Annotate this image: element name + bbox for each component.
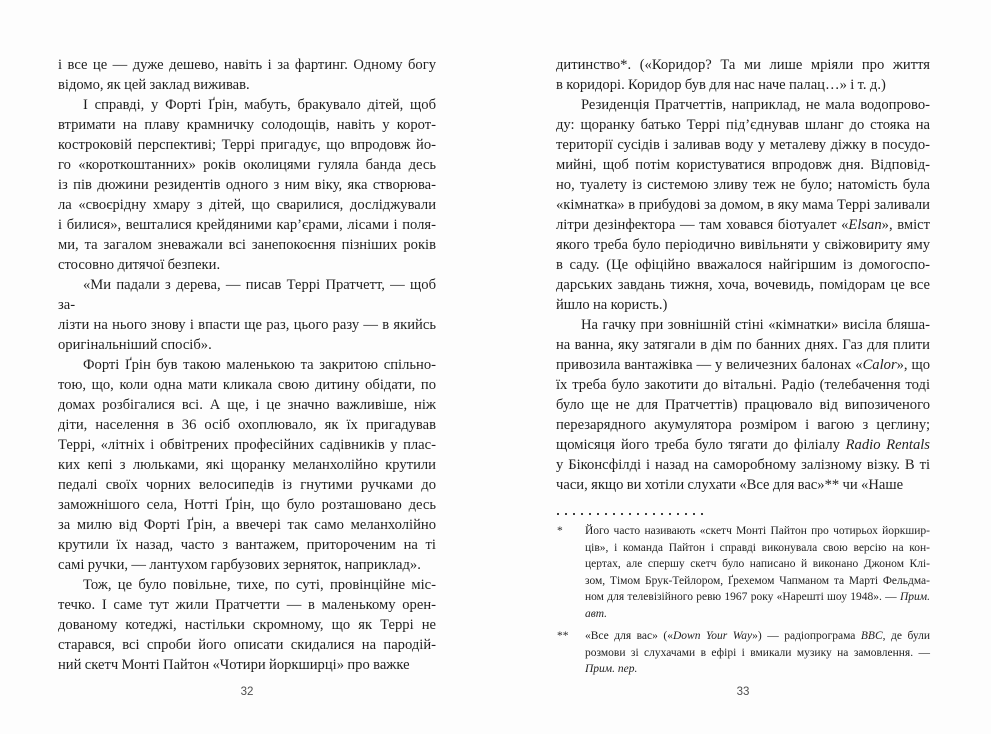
footnote-separator [557,513,703,515]
text-line: діти, населення в 36 осіб охоплювало, як їх пригадував [58,417,436,433]
text-line: Резиденція Пратчеттів, наприклад, не мала водопрово- [581,97,930,113]
text-line: самі ручки, — лантухом гарбузових зерняток, наприклад». [58,557,421,573]
text-line: домах розбігалися всі. А ще, і це значно важливіше, ніж [58,397,436,413]
paragraph [556,55,930,95]
page-left [58,0,436,734]
text-line: за милю від Форті Ґрін, а ввечері так само меланхолійно [58,517,436,533]
paragraph [58,95,436,275]
text-line: якого треба було періодично вивільняти у свіжовириту яму [556,237,930,253]
text-line: було ще не для Пратчеттів) працювало від випозиченого [556,397,930,413]
text-line: Форті Ґрін був такою маленькою та закритою спільно- [83,357,436,373]
text-line: На гачку при зовнішній стіні «кімнатки» висіла бляша- [581,317,930,333]
text-line: заможнішого села, Нотті Ґрін, що було розташовано десь [58,497,436,513]
text-line: відомо, як цей заклад виживав. [58,77,250,93]
text-line: крутили їх назад, часто з вантажем, притороченим на ті [58,537,436,553]
footnote-line: розмови зі слухачами в ефірі і вмикали музику на замовлення. — [585,646,930,659]
paragraph [556,315,930,495]
text-line: течко. І саме тут жили Пратчетти — в маленькому орен- [58,597,436,613]
text-line: «кімнатка» в прибудові за домом, в яку мама Террі заливали [556,197,930,213]
footnote-text [585,628,930,678]
text-line: Тож, це було повільне, тихе, по суті, провінційне міс- [83,577,436,593]
paragraph [58,275,436,355]
text-line: тою, що, коли одна мати кликала свою дитину обідати, по [58,377,436,393]
text-line: їх треба було закотити до вітальні. Радіо (телебачення тоді [556,377,930,393]
text-line: привозила вантажівка — у величезних балонах «Calor», що [556,357,931,373]
paragraph [58,55,436,95]
text-line: костроковій перспективі; Террі пригадує, що впродовж йо- [58,137,436,153]
italic-text: авт. [585,607,608,620]
text-line: стосовно дитячої безпеки. [58,257,221,273]
footnote-line [585,606,930,623]
footnote-marker: * [557,525,563,537]
text-line: із пів дюжини резидентів одного з ним віку, яка створюва- [58,177,436,193]
text-line: в саду. (Це офіційно вважалося найгіршим із домогоспо- [556,257,930,273]
text-line: лізти на нього знову і впасти ще раз, цього разу — в якийсь [58,317,436,333]
footnote-text [585,523,930,622]
text-line: дарських завдань тижня, хоча, вочевидь, помідорам це все [556,277,930,293]
footnote-line: Його часто називають «скетч Монті Пайтон про чотирьох йоркшир- [585,525,930,537]
text-line: дованому котеджі, настільки скромному, що як Террі не [58,617,436,633]
text-line: і билися», вешталися крейдяними кар’єрами, лісами і поля- [58,217,436,233]
italic-text: Radio Rentals [845,437,930,453]
italic-text: Calor [862,357,897,373]
text-line: ний скетч Монті Пайтон «Чотири йоркширці» про важке [58,657,410,673]
italic-text: Прим. [899,591,930,603]
text-line: го «короткоштанних» років околицями гуляла банда десь [58,157,436,173]
footnote-line: зом, Тімом Брук-Тейлором, Ґрехемом Чапманом та Марті Фельдма- [585,574,930,587]
text-line: і все це — дуже дешево, навіть і за фартинг. Одному богу [58,57,436,73]
text-line: ких кепі з люльками, які щоранку меланхолійно крутили [58,457,436,473]
text-line: ми, та загалом зневажали всі занепокоєння пізніших років [58,237,436,253]
footnote [556,628,930,678]
text-line: втримати на плаву крамничку солодощів, навіть у корот- [58,117,436,133]
text-line: дитинство*. («Коридор? Та ми лише мріяли про життя [556,57,930,73]
text-line: старався, всі спроби його описати скидалися на пародій- [58,637,436,653]
italic-text: Elsan [848,217,882,233]
text-line: но, туалету із системою зливу теж не було; натомість була [556,177,930,193]
page-number-left: 32 [240,686,254,698]
paragraph [556,95,930,315]
footnote [556,523,930,622]
text-line: мийні, щоб потім користуватися впродовж дня. Відповід- [556,157,930,173]
italic-text: Down Your Way [672,630,753,642]
paragraph [58,355,436,575]
text-line: щомісяця його треба було тягати до філіалу Radio Rentals [556,437,930,453]
footnote-line: ном для телевізійного ревю 1967 року «Нарешті шоу 1948». — Прим. [585,591,930,603]
italic-text: BBC [860,630,883,642]
page-left-text [58,55,436,675]
text-line: «Ми падали з дерева, — писав Террі Пратчетт, — щоб за- [58,277,436,313]
page-right [556,0,930,734]
footnote-marker: ** [557,630,569,642]
paragraph [58,575,436,675]
footnotes [556,523,930,678]
text-line: ла «своєрідну хмару з дітей, що сварилися, досліджували [58,197,436,213]
text-line: перезарядного акумулятора розміром і вагою з цеглину; [556,417,930,433]
text-line: у Біконсфілді і назад на саморобному залізному візку. В ті [556,457,930,473]
italic-text: Прим. пер. [585,663,638,675]
text-line: ду: щоранку батько Террі під’єднував шланг до стояка на [556,117,930,133]
text-line: Террі, «літніх і обвітрених професійних садівників у плас- [58,437,436,453]
text-line: на ванна, яку затягали в дім по банних днях. Газ для плити [556,337,930,353]
text-line: І справді, у Форті Ґрін, мабуть, бракувало дітей, щоб [83,97,436,113]
footnote-line: ців», і команда Пайтон і справді виконувала свою версію на кон- [585,541,930,554]
text-line: оригінальніший спосіб». [58,337,212,353]
text-line: території сусідів і заливав воду у металеву діжку в посудо- [556,137,930,153]
footnote-line [585,661,930,678]
text-line: часи, якщо ви хотіли слухати «Все для вас»** чи «Наше [556,477,904,493]
page-right-text [556,55,930,684]
page-right-paragraphs [556,55,930,495]
text-line: в коридорі. Коридор був для нас наче палац…» і т. д.) [556,77,886,93]
footnote-line: «Все для вас» («Down Your Way») — радіопрограма BBC, де були [585,630,930,642]
page-number-right: 33 [736,686,750,698]
text-line: йшло на користь.) [556,297,668,313]
text-line: педалі своїх чорних велосипедів із гнутими ручками до [58,477,436,493]
footnote-line: цертах, але спершу скетч було написано й виконано Джоном Клі- [585,558,930,570]
text-line: літри дезінфектора — там ховався біотуалет «Elsan», вміст [556,217,930,233]
